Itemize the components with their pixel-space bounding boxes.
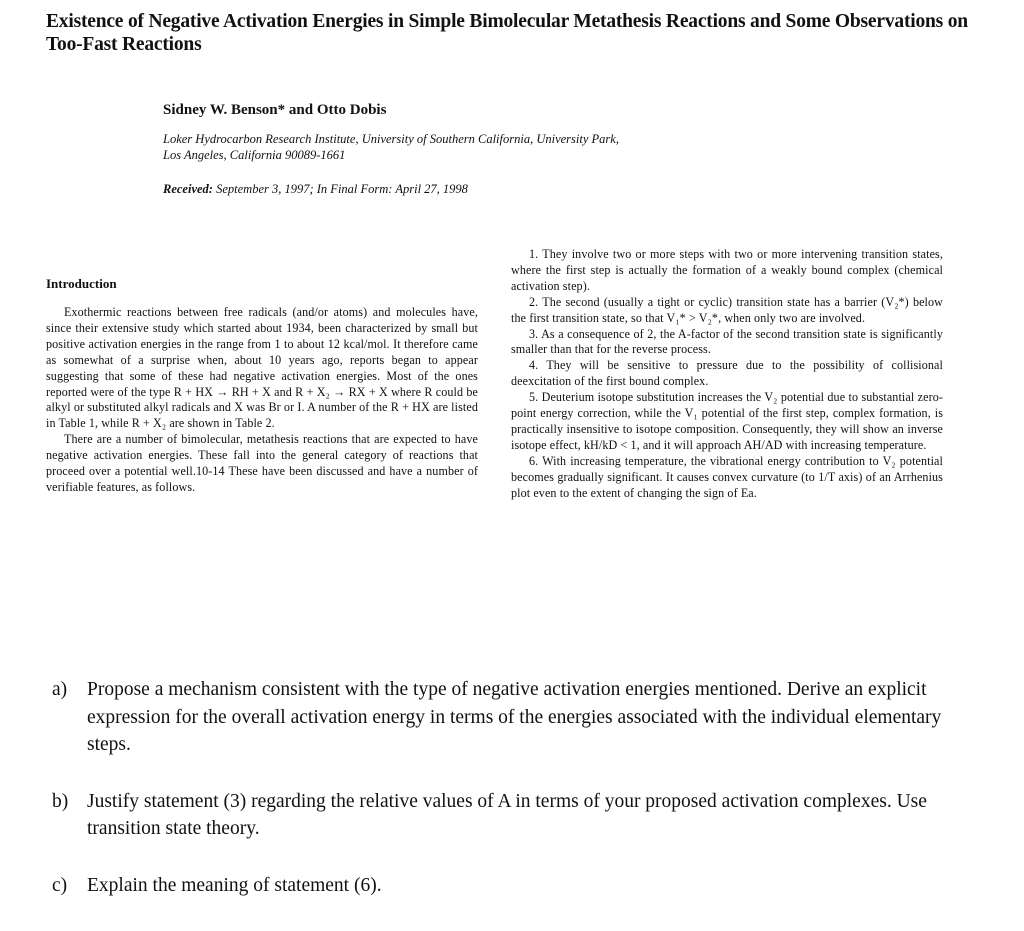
- feature-4: 4. They will be sensitive to pressure due to the possibility of collisional deexcitation of the first bound complex.: [511, 358, 943, 389]
- question-letter: b): [52, 790, 69, 812]
- question-c: [52, 872, 982, 900]
- feature-1: 1. They involve two or more steps with two or more intervening transition states, where the first step is actually the formation of a weakly bound complex (chemical activation step).: [511, 247, 943, 293]
- received-line: [163, 181, 863, 197]
- paper-title: Existence of Negative Activation Energies in Simple Bimolecular Metathesis Reactions and Some Observations on Too-Fast Reactions: [46, 11, 968, 55]
- affiliation-line-1: Loker Hydrocarbon Research Institute, University of Southern California, University Park,: [163, 132, 619, 146]
- left-paragraph-1: Exothermic reactions between free radicals (and/or atoms) and molecules have, since their extensive study which started about 1934, been characterized by small but positive activation energies in the range from 1 to about 12 kcal/mol. It therefore came as somewhat of a surprise when, about 10 years ago, reports began to appear suggesting that some of these had negative activation energies. Most of the ones reported were of the type R + HX → RH + X and R + X₂ → RX + X where R could be alkyl or substituted alkyl radicals and X was Br or I. A number of the R + HX are listed in Table 1, while R + X₂ are shown in Table 2.: [46, 305, 478, 431]
- question-letter: a): [52, 679, 68, 700]
- introduction-heading: Introduction: [46, 276, 117, 291]
- paper-authors: Sidney W. Benson* and Otto Dobis: [163, 102, 387, 118]
- feature-3: 3. As a consequence of 2, the A-factor of the second transition state is significantly smaller than that for the reverse process.: [511, 326, 943, 357]
- left-paragraph-2: There are a number of bimolecular, metathesis reactions that are expected to have negative activation energies. These fall into the general category of reactions that proceed over a potential well.10-14 These have been discussed and have a number of verifiable features, as follows.: [46, 432, 478, 494]
- feature-2: 2. The second (usually a tight or cyclic) transition state has a barrier (V₂*) below the first transition state, so that V₁* > V₂*, when only two are involved.: [511, 294, 943, 325]
- question-b: [52, 788, 982, 843]
- question-a: [52, 676, 982, 759]
- paper-affiliation: [163, 131, 863, 163]
- left-column: [46, 305, 478, 496]
- feature-6: 6. With increasing temperature, the vibrational energy contribution to V₂ potential becomes gradually significant. It causes convex curvature (to 1/T axis) of an Arrhenius plot even to the extent of changing the sign of Ea.: [511, 453, 943, 500]
- right-column: [511, 247, 943, 502]
- question-letter: c): [52, 874, 68, 896]
- question-list: [52, 676, 982, 929]
- received-dates: September 3, 1997; In Final Form: April 27, 1998: [216, 182, 468, 196]
- feature-5: 5. Deuterium isotope substitution increases the V₂ potential due to substantial zero-point energy correction, while the V₁ potential of the first step, complex formation, is practically insensitive to isotope composition. Consequently, they will show an inverse isotope effect, kH/kD < 1, and it will approach AH/AD with increasing temperature.: [511, 390, 943, 452]
- received-label: Received:: [163, 182, 213, 196]
- question-text: Explain the meaning of statement (6).: [87, 874, 382, 896]
- question-text: Justify statement (3) regarding the relative values of A in terms of your proposed activation complexes. Use transition state theory.: [87, 790, 927, 840]
- question-text: Propose a mechanism consistent with the type of negative activation energies mentioned. Derive an explicit expression for the overall activation energy in terms of the energies associated with the individual elementary steps.: [87, 679, 942, 756]
- affiliation-line-2: Los Angeles, California 90089-1661: [163, 148, 346, 162]
